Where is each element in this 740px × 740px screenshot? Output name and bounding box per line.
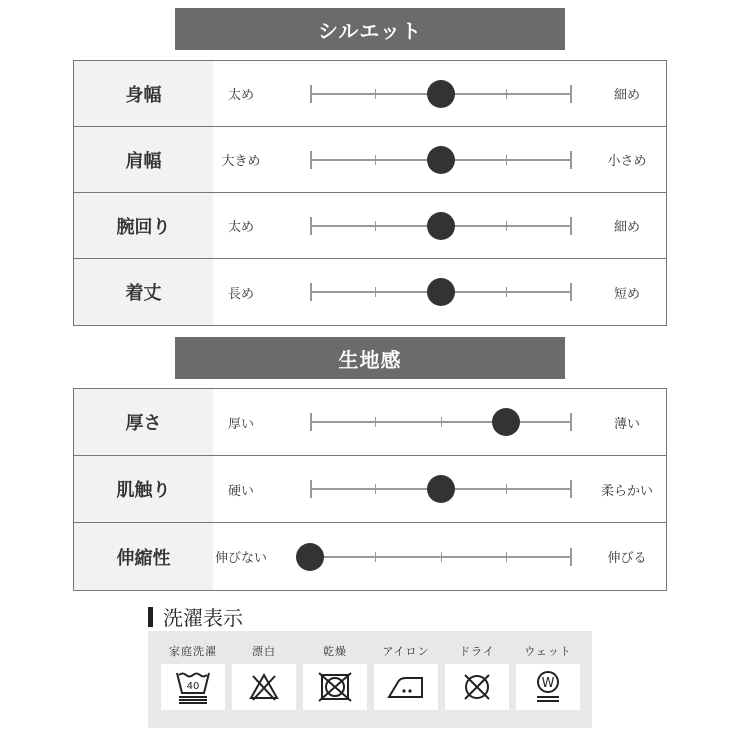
scale-knob: [427, 146, 455, 174]
scale-tick: [506, 89, 507, 99]
scale-knob: [427, 278, 455, 306]
scale-tick: [570, 548, 572, 566]
care-item: [445, 643, 509, 710]
scale-tick: [375, 89, 376, 99]
scale-row: [74, 389, 666, 456]
scale-tick: [375, 155, 376, 165]
row-label: 伸縮性: [74, 523, 213, 590]
row-label: 着丈: [74, 259, 213, 325]
scale-left-label: 長め: [227, 286, 254, 302]
scale-tick: [310, 480, 312, 498]
row-label: 肩幅: [74, 127, 213, 192]
scale-row: [74, 127, 666, 193]
row-label: 腕回り: [74, 193, 213, 258]
row-label: 厚さ: [74, 389, 213, 455]
scale-knob: [427, 475, 455, 503]
scale-left-label: 厚い: [227, 416, 254, 432]
scale-knob: [296, 543, 324, 571]
scale-right-label: 伸びる: [607, 551, 647, 566]
scale-tick: [506, 155, 507, 165]
washing-title: [148, 602, 243, 631]
scale-track: [310, 421, 571, 423]
scale-track: [310, 556, 571, 558]
iron-medium-icon: [374, 664, 438, 710]
scale-track: [310, 488, 571, 490]
scale-tick: [375, 287, 376, 297]
scale-tick: [375, 552, 376, 562]
scale-tick: [375, 221, 376, 231]
wash-tub-40-icon: [161, 664, 225, 710]
scale-tick: [310, 413, 312, 431]
care-item: [303, 643, 367, 710]
scale-tick: [506, 221, 507, 231]
care-label: 家庭洗濯: [169, 645, 217, 658]
care-item: [374, 643, 438, 710]
scale-tick: [375, 484, 376, 494]
scale-track: [310, 93, 571, 95]
care-item: [516, 643, 580, 710]
scale-track: [310, 225, 571, 227]
scale-knob: [427, 212, 455, 240]
care-label: アイロン: [382, 645, 430, 658]
care-label: 乾燥: [323, 645, 347, 658]
scale-left-label: 太め: [227, 88, 254, 103]
scale-knob: [427, 80, 455, 108]
scale-tick: [570, 480, 572, 498]
fabric-table: [73, 388, 667, 591]
scale-left-label: 太め: [227, 220, 254, 235]
scale-left-label: 大きめ: [221, 154, 261, 169]
scale-row: [74, 259, 666, 325]
scale-tick: [570, 413, 572, 431]
scale-tick: [506, 287, 507, 297]
scale-tick: [310, 85, 312, 103]
care-label: ウェット: [524, 645, 572, 658]
scale-row: [74, 456, 666, 523]
row-label: 肌触り: [74, 456, 213, 522]
scale-right-label: 小さめ: [607, 154, 647, 169]
no-tumble-dry-icon: [303, 664, 367, 710]
scale-tick: [570, 283, 572, 301]
wet-clean-icon: [516, 664, 580, 710]
no-bleach-icon: [232, 664, 296, 710]
scale-track: [310, 291, 571, 293]
care-label: 漂白: [252, 645, 276, 658]
scale-tick: [506, 552, 507, 562]
scale-right-label: 薄い: [613, 416, 640, 432]
silhouette-table: [73, 60, 667, 326]
row-label: 身幅: [74, 61, 213, 126]
scale-tick: [375, 417, 376, 427]
silhouette-header: シルエット: [175, 8, 565, 50]
care-label: ドライ: [459, 645, 495, 658]
washing-panel: [148, 631, 592, 728]
scale-tick: [570, 151, 572, 169]
scale-tick: [506, 484, 507, 494]
scale-tick: [310, 283, 312, 301]
scale-tick: [310, 217, 312, 235]
scale-tick: [570, 217, 572, 235]
scale-right-label: 短め: [613, 286, 640, 302]
scale-tick: [441, 417, 442, 427]
no-dry-clean-icon: [445, 664, 509, 710]
washing-title-text: 洗濯表示: [163, 606, 243, 630]
scale-tick: [570, 85, 572, 103]
scale-row: [74, 61, 666, 127]
fabric-header: 生地感: [175, 337, 565, 379]
scale-right-label: 細め: [613, 88, 640, 103]
scale-row: [74, 523, 666, 590]
care-item: [161, 643, 225, 710]
scale-row: [74, 193, 666, 259]
svg-text:W: W: [541, 676, 555, 691]
title-bar: [148, 607, 153, 627]
scale-track: [310, 159, 571, 161]
scale-left-label: 硬い: [227, 483, 254, 499]
scale-left-label: 伸びない: [214, 551, 267, 566]
scale-right-label: 柔らかい: [600, 483, 653, 499]
scale-tick: [310, 151, 312, 169]
scale-tick: [441, 552, 442, 562]
care-item: [232, 643, 296, 710]
svg-text:40: 40: [186, 681, 200, 692]
scale-knob: [492, 408, 520, 436]
scale-right-label: 細め: [613, 220, 640, 235]
